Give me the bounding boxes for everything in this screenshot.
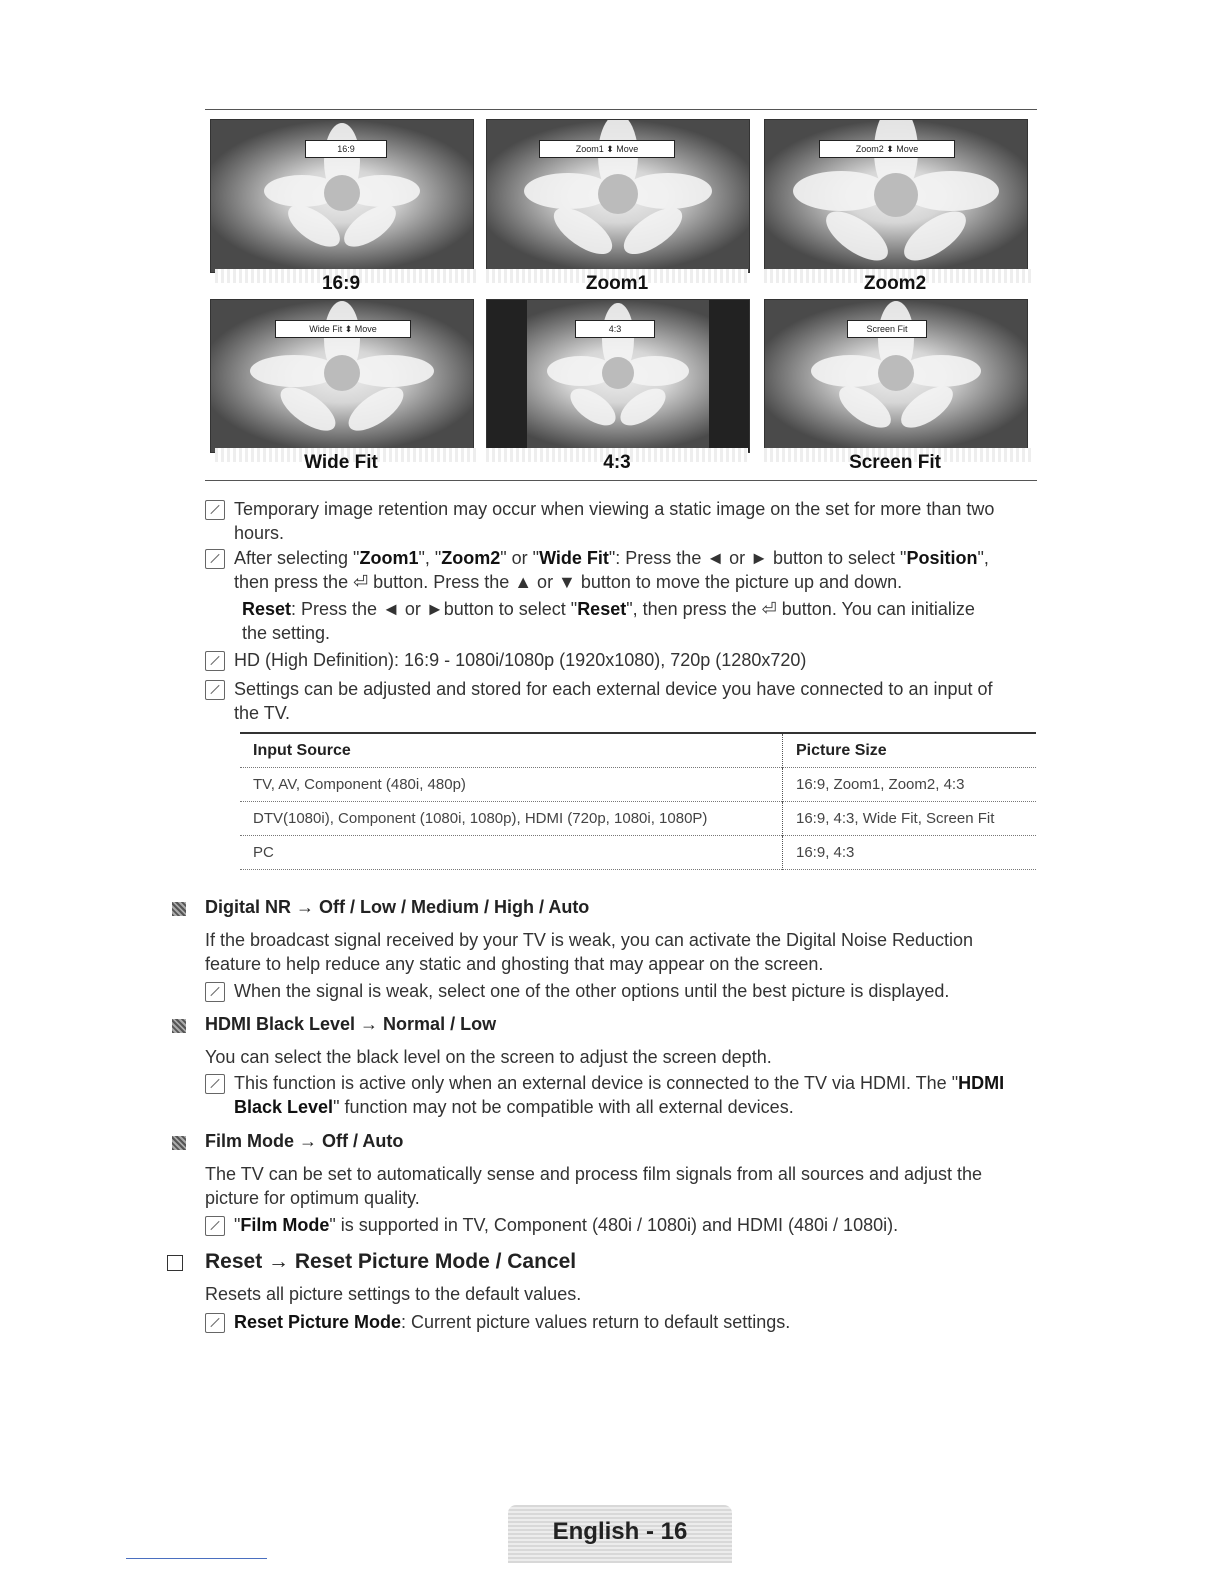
- osd-label: Wide Fit ⬍ Move: [275, 320, 411, 338]
- digital-nr-note: When the signal is weak, select one of the other options until the best picture is displayed.: [234, 981, 950, 1001]
- digital-nr-text-line1: If the broadcast signal received by your TV is weak, you can activate the Digital Noise Reduction: [205, 930, 974, 950]
- table-row: [240, 802, 1036, 836]
- cell-input-source: TV, AV, Component (480i, 480p): [253, 776, 466, 793]
- film-mode-heading: Film Mode → Off / Auto: [205, 1131, 404, 1151]
- picture-size-table: [240, 732, 1036, 870]
- note-icon: [205, 500, 225, 520]
- film-mode-text-line2: picture for optimum quality.: [205, 1188, 420, 1208]
- film-mode-note: "Film Mode" is supported in TV, Component (480i / 1080i) and HDMI (480i / 1080i).: [234, 1215, 899, 1235]
- thumbnails-bottom-rule: [205, 480, 1037, 481]
- page-footer: English - 16: [508, 1505, 732, 1563]
- caption-zoom2: Zoom2: [863, 273, 927, 294]
- caption-16-9: 16:9: [321, 273, 361, 294]
- thumb-wide-fit: [210, 299, 474, 453]
- note-retention-line1: Temporary image retention may occur when viewing a static image on the set for more than two: [234, 499, 995, 519]
- note-icon: [205, 680, 225, 700]
- digital-nr-heading: Digital NR → Off / Low / Medium / High / Auto: [205, 897, 590, 917]
- reset-note: Reset Picture Mode: Current picture values return to default settings.: [234, 1312, 791, 1332]
- osd-label: 16:9: [305, 140, 387, 158]
- note-icon: [205, 1216, 225, 1236]
- cell-picture-size: 16:9, 4:3: [783, 836, 1037, 870]
- header-picture-size: Picture Size: [783, 733, 1037, 768]
- note-icon: [205, 1074, 225, 1094]
- cell-picture-size: 16:9, 4:3, Wide Fit, Screen Fit: [783, 802, 1037, 836]
- section-bullet: [172, 1136, 186, 1150]
- cell-picture-size: 16:9, Zoom1, Zoom2, 4:3: [783, 768, 1037, 802]
- note-hd: HD (High Definition): 16:9 - 1080i/1080p (1920x1080), 720p (1280x720): [234, 650, 807, 670]
- hdmi-black-level-heading: HDMI Black Level → Normal / Low: [205, 1014, 497, 1034]
- note-icon: [205, 982, 225, 1002]
- caption-wide-fit: Wide Fit: [304, 452, 378, 473]
- reset-checkbox-bullet: [167, 1255, 183, 1271]
- osd-label: Zoom1 ⬍ Move: [539, 140, 675, 158]
- note-icon: [205, 549, 225, 569]
- thumb-screen-fit: [764, 299, 1028, 453]
- section-bullet: [172, 1019, 186, 1033]
- hdmi-note-line1: This function is active only when an external device is connected to the TV via HDMI. The "HDMI: [234, 1073, 1005, 1093]
- table-header-row: [240, 733, 1036, 768]
- reset-text: Resets all picture settings to the default values.: [205, 1284, 582, 1304]
- pillar-bar: [709, 300, 749, 452]
- top-rule: [205, 109, 1037, 110]
- osd-label: Zoom2 ⬍ Move: [819, 140, 955, 158]
- note-icon: [205, 651, 225, 671]
- hdmi-note-line2: Black Level" function may not be compatible with all external devices.: [234, 1097, 794, 1117]
- note-retention-line2: hours.: [234, 523, 285, 543]
- osd-label: Screen Fit: [847, 320, 927, 338]
- film-mode-text-line1: The TV can be set to automatically sense and process film signals from all sources and adjust the: [205, 1164, 983, 1184]
- thumb-16-9: [210, 119, 474, 273]
- table-row: [240, 836, 1036, 870]
- note-icon: [205, 1313, 225, 1333]
- thumb-4-3: [486, 299, 750, 453]
- header-input-source: Input Source: [253, 741, 351, 759]
- cell-input-source: PC: [253, 844, 274, 861]
- osd-label: 4:3: [575, 320, 655, 338]
- caption-screen-fit: Screen Fit: [849, 452, 941, 473]
- caption-zoom1: Zoom1: [585, 273, 649, 294]
- reset-heading: Reset → Reset Picture Mode / Cancel: [205, 1250, 577, 1273]
- pillar-bar: [487, 300, 527, 452]
- note-settings-line1: Settings can be adjusted and stored for each external device you have connected to an input of: [234, 679, 993, 699]
- cell-input-source: DTV(1080i), Component (1080i, 1080p), HDMI (720p, 1080i, 1080P): [253, 810, 708, 827]
- note-settings-line2: the TV.: [234, 703, 291, 723]
- note-zoom-line2: then press the ⏎ button. Press the ▲ or ▼ button to move the picture up and down.: [234, 572, 903, 592]
- section-bullet: [172, 902, 186, 916]
- digital-nr-text-line2: feature to help reduce any static and ghosting that may appear on the screen.: [205, 954, 824, 974]
- hdmi-black-level-text: You can select the black level on the screen to adjust the screen depth.: [205, 1047, 772, 1067]
- footer-link-line: [126, 1558, 267, 1559]
- note-zoom-line1: After selecting "Zoom1", "Zoom2" or "Wide Fit": Press the ◄ or ► button to select "Position",: [234, 548, 989, 568]
- thumb-zoom2: [764, 119, 1028, 273]
- note-reset-line2: the setting.: [242, 623, 331, 643]
- table-row: [240, 768, 1036, 802]
- caption-4-3: 4:3: [603, 452, 631, 473]
- note-reset-line1: Reset: Press the ◄ or ►button to select "Reset", then press the ⏎ button. You can initialize: [242, 599, 975, 619]
- thumb-zoom1: [486, 119, 750, 273]
